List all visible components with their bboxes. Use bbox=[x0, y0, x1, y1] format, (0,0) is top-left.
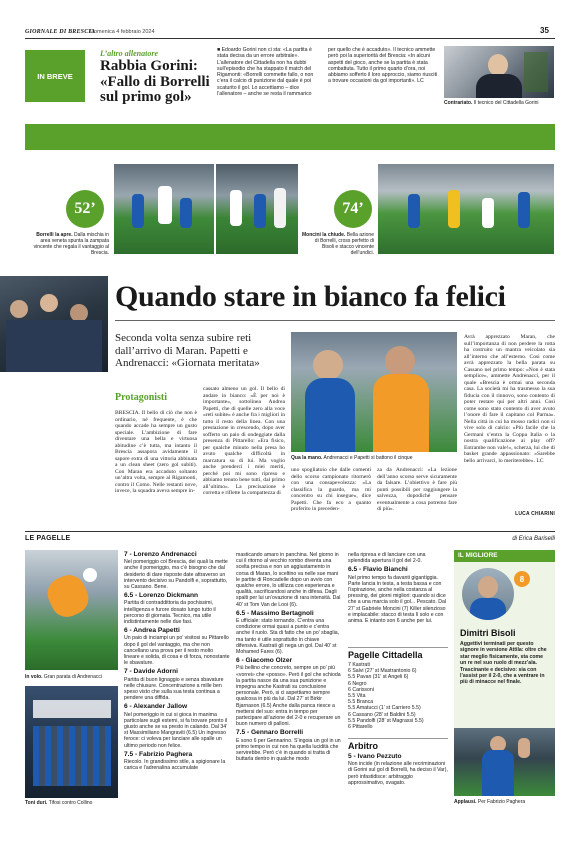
moment-74-badge: 74’ bbox=[334, 190, 372, 228]
brief-headline: Rabbia Gorini: «Fallo di Borrelli sul primo gol» bbox=[100, 58, 210, 105]
paghera-caption: Applausi. Per Fabrizio Paghera bbox=[454, 799, 526, 805]
save-photo bbox=[25, 550, 118, 670]
save-caption: In volo. Gran parata di Andrenacci bbox=[25, 674, 102, 680]
player-name: 7 - Davide Adorni bbox=[124, 668, 178, 676]
player-text: Nel primo tempo fa davanti gigantiggia. Parte lancia in testa, a testa bassa e con l’ispirazione, anche nella costanza al pressing, dei giorni migliori: quando si dice che a una marcia solo il gol... Pescato. Dal 27’ st Gabriele Moncini (7) Killer silenzioso e implacabile: stacco di testa lì solo e con anima. E intanto son 6 anche per lui. bbox=[348, 574, 447, 625]
article-standfirst: Seconda volta senza subire reti dall’arrivo di Maran. Papetti e Andrenacci: «Giornata meritata» bbox=[115, 332, 260, 369]
section-band bbox=[25, 124, 555, 150]
best-name: Dimitri Bisoli bbox=[460, 628, 516, 638]
player-name: 7.5 - Gennaro Borrelli bbox=[236, 729, 304, 737]
fans-photo bbox=[25, 686, 118, 798]
article-photo-caption: Qua la mano. Andrenacci e Papetti si battono il cinque bbox=[291, 455, 413, 461]
player-name: 7.5 - Fabrizio Paghera bbox=[124, 750, 193, 758]
player-name: 6 - Alexander Jallow bbox=[124, 703, 188, 711]
cittadella-row: 5.5 Branca bbox=[348, 699, 374, 706]
brief-kicker: L’altro allenatore bbox=[100, 49, 158, 58]
article-col3: uno spogliatoio che dalle comenti dello scorso campionato ritornerò con una consapevolezza: «La classifica la guardo, ma mi concentro su chi insegue», dice Papetti. Che fa eco a quanto proferito in preceden- bbox=[291, 467, 371, 512]
player-text: Un paio di inciampi un po’ visitosi su Pittarello dopo il gol del vantaggio, ma che non cancellano una prova per il resto molto lineare e solida, di cosa e di forza, nonostante le sbavature. bbox=[124, 635, 230, 667]
cittadella-row: 7 Kastrati bbox=[348, 662, 370, 668]
article-photo bbox=[291, 332, 457, 452]
article-col4: za da Andrenacci: «La lezione dell’anno scorso serve sicuramente da falsare. L’obiettivo è fare più punti possibili per raggiungere la salvezza, dopodiché pensare eventualmente a cosa potremo fare di più». bbox=[377, 467, 457, 512]
arbitro-block bbox=[348, 754, 448, 786]
player-name: 6.5 - Massimo Bertagnoli bbox=[236, 609, 314, 617]
best-rating: 8 bbox=[514, 571, 530, 587]
article-section: Protagonisti bbox=[115, 392, 168, 403]
best-text: Aggettivi terminati per questo signore in versione Attila: oltre che star meglio fisicamente, sta come un re nel suo ruolo di mezz’ala. Trascinante e decisivo: sia con l’assist per il 2-0, che a ventrare in più di minacce nel finale. bbox=[460, 641, 547, 686]
player-text: masticando amaro in panchina. Nel giorno in cui il ritorno al vecchio rombo diventa una scelta precisa e non un aggiustamento in corsa di Maran, lo sceltino va nelle sue mani le partite di Roncadelle dopo un avvio con qualche errore, lo utilizza con esperienza e qualità, sacrificandosi anche in difesa. Dagli spalti per lui un’ovazione di rara intensità. Dal 40’ st Tom Van de Looi (6). bbox=[236, 552, 341, 608]
brief-col2: per quello che è accaduto». Il tecnico ammette però poi la superiorità del Brescia: «In alcuni aspetti del gioco, anche se la partita è stata combattuta. Tutto il primo quarto d’ora, noi abbiamo sofferto il loro approccio, siamo riusciti a trovare occasioni da gol importanti». LC bbox=[328, 47, 438, 85]
pagelle-col2 bbox=[236, 552, 342, 763]
masthead: GIORNALE DI BRESCIA bbox=[25, 29, 96, 35]
player-name: 6 - Giacomo Olzer bbox=[236, 657, 293, 665]
player-text: Partita di contraddittoria da pochissimi, intelligenza e furore dosato lungo tutto il percorso di giornata. Tecnico, ma utile indistintamente nelle due fasi. bbox=[124, 600, 216, 626]
pagelle-col1 bbox=[124, 552, 230, 772]
article-col1: BRESCIA. Il bello di ciò che non è ordinario, né frequente, è che quando accade ha sempre un gusto speciale. L’ambizione di fare diventare una bella e virtuosa abitudine c’è tutta, ma intanto il Brescia assapora avidamente il sapore extra di una vittoria abbinata a un clean sheet (zero gol subiti). Con Maran era accaduto soltanto un’altra volta, sempre al Rigamonti, contro il Como. Nelle restanti nove, invece, la squadra aveva sempre in- bbox=[115, 410, 197, 494]
goal-52-photo-2 bbox=[216, 164, 298, 254]
player-name: 7 - Lorenzo Andrenacci bbox=[124, 551, 197, 558]
goal-52-photo-1 bbox=[114, 164, 214, 254]
arbitro-name: 5 - Ivano Pezzuto bbox=[348, 753, 402, 760]
gorini-caption: Contrariato. Il tecnico del Cittadella Gorini bbox=[444, 100, 539, 106]
player-text: Partita di buon lignaggio e senza sbavature nelle chiusure. Concentrazione a mille ben speso visto che sulla sua testa continua a pendere una diffida. bbox=[124, 676, 224, 702]
article-headline: Quando stare in bianco fa felici bbox=[115, 280, 506, 313]
moment-52-text: Borrelli la apre. Dalla mischia in area veneta spunta la zampata vincente che regala il vantaggio al Brescia. bbox=[33, 232, 109, 256]
cittadella-list bbox=[348, 662, 448, 730]
paghera-photo bbox=[454, 728, 555, 796]
goal-74-photo bbox=[378, 164, 554, 254]
brief-col1: ■ Edoardo Gorini non ci sta: «La partita è stata decisa da un errore arbitrale». L’allenatore del Cittadella non ha dubbi sull’episodio che ha stappato il match del Rigamonti: «Borrelli commette fallo, o non c’era il calcio di punizione dal quale è poi scaturito il gol. Lo accettiamo – dice l’allenatore – anche se resta il rammarico bbox=[217, 47, 314, 98]
moment-52-badge: 52’ bbox=[66, 190, 104, 228]
moment-74-text: Moncini la chiude. Bella azione di Borrelli, cross perfetto di Bisoli e stacco vincente dell’undici. bbox=[302, 232, 374, 256]
cittadella-title: Pagelle Cittadella bbox=[348, 647, 448, 660]
player-text: E sono 6 per Gennarino. S’ingoia un gol in un primo tempo in cui non ha quella lucidità che servirebbe. Però c’è in quando si tratta di buttarla dentro in qualche modo bbox=[236, 737, 341, 763]
cittadella-row: 6 Negro bbox=[348, 680, 367, 687]
fans-caption: Toni duri. Tifosi contro Collino bbox=[25, 800, 93, 806]
brief-tag: IN BREVE bbox=[25, 50, 85, 102]
cittadella-row: 5.5 Pavan (31’ st Angeli 6) bbox=[348, 674, 409, 681]
gorini-photo bbox=[444, 46, 554, 98]
cittadella-row: 5.5 Vita bbox=[348, 693, 366, 700]
article-author: LUCA CHIARINI bbox=[515, 511, 555, 517]
issue-date: Domenica 4 febbraio 2024 bbox=[90, 29, 155, 35]
pagelle-byline: di Erica Bariselli bbox=[512, 536, 555, 542]
cittadella-row: 6 Cassano (28’ st Baldini 5.5) bbox=[348, 711, 416, 718]
player-text: Più bellino che concreto, sempre un po’ più «vorrei» che «posso». Però il gol che schioda la partita nasce da una sua punizione e impegna anche Kastrati su conclusione personale. Però, si ci aspettiamo sempre qualcosa in più da lui. Dal 27’ st Birkir Bjarnason (6.5) Anche dalla panca riesce a mettersi del suo: entra in tempo per partecipare all’azione del 2-0 e recuperare un buon numero di palloni. bbox=[236, 665, 341, 728]
player-name: 6 - Andrea Papetti bbox=[124, 627, 180, 635]
cittadella-row: 5.5 Pandolfi (28’ st Magrassi 5.5) bbox=[348, 717, 424, 724]
cittadella-row: 5.5 Amatucci (1’ st Carriero 5.5) bbox=[348, 705, 421, 712]
player-text: Riecolo. In grandissimo stile, a spigionare la carica e l’adrenalina accumulate bbox=[124, 759, 226, 772]
arbitro-text: Non incide (in relazione alle recriminazioni di Gorini sul gol di Borrelli, ha deciso il Var), però infastidisce: arbitraggio approssimativo, svagato. bbox=[348, 761, 448, 786]
cittadella-row: 6 Salvi (27’ st Mastrantonio 6) bbox=[348, 668, 417, 675]
pagelle-section: LE PAGELLE bbox=[25, 535, 71, 542]
bisoli-photo bbox=[462, 568, 514, 620]
player-text: Nel pomeriggio col Brescia, dei quali la mette anche il pomeriggio, ma c’è bisogno che dal desiderio di dare risposte date attraverso un intervento decisivo su Pandolfi e, soprattutto, su Cassano. Bene. bbox=[124, 559, 228, 591]
cittadella-row: 6 Carissoni bbox=[348, 686, 374, 693]
player-text: Nel pomeriggio in cui si gioca in manima particolare sugli esterni, si fa trovare pronto il giusto anche se va presto in calando. Dal 34’ st Massimiliano Mangraviti (6.5) Un ingresso feroce: ci voleva per lanciare alle spalle un ultimo periodo non felice. bbox=[124, 711, 228, 749]
page-number: 35 bbox=[540, 26, 549, 35]
article-col2: cassato almeno un gol. Il bello di andare in bianco: «È per noi è importante», sottolinea Andrea Papetti, che di quelle zero alla voce «reti subite» è anche fra i migliori in tutto il resto della linea. Con una prestazione in crescendo, dopo aver sofferto un paio di ondeggiate dalla presenza di Pittarello: «Era fisico, per qualche minuto nella presa ho avuto qualche difficoltà in marcatura su di lui. Ma voglio anche prenderci i miei meriti, perché poi mi sono ripreso e abbiamo tenuto bene tutti, dal primo all’ultimo». La precisazione è corretta e riflette la compattezza di bbox=[203, 386, 285, 496]
crowd-photo bbox=[0, 276, 108, 372]
article-col5: Avrà apprezzato Maran, che sull’importanza di non perdere la rotta ha costruito un mantra veicolato sia all’interno che all’esterno. Così come avrà apprezzato la bella parata su Cassano nel primo tempo: «Non è stata semplice», ammette Andrenacci, per il quale «Brescia è ormai una seconda casa. La società mi ha trasmesso la sua fiducia con il rinnovo, sono contento di poter restare qui per altri anni. Così come sono stato contento di aver avuto l’onore di fare il capitano col Parma». Nella città in cui ha mosso radici non si vive solo di calcio: «Più facile che la Germani s’entra la Coppa Italia o la nostra qualificazione ai play off? Entrambe non vale!», scherza, lui che di basket grande appassionato: «Sarebbe bello arrivarci, lo meriterebbe». LC bbox=[464, 334, 555, 464]
player-text: nella ripresa e di lanciare con una splendida apertura il gol del 2-0. bbox=[348, 552, 426, 565]
pagelle-col3 bbox=[348, 552, 448, 624]
player-name: 6.5 - Flavio Bianchi bbox=[348, 566, 408, 574]
player-text: E ufficiale: stato tornando. C’entra una condizione ormai quasi a punto e c’entra anche il ruolo. Sta di fatto che un po’ sbaglia, ma tanto è utile soprattutto in chiave difensiva. Kastrati gli nega un gol. Dal 40’ st Mohamed Fares (6). bbox=[236, 618, 340, 656]
arbitro-title: Arbitro bbox=[348, 738, 448, 751]
player-name: 6.5 - Lorenzo Dickmann bbox=[124, 592, 199, 600]
cittadella-row: 6 Pittarello bbox=[348, 724, 373, 731]
best-tag: IL MIGLIORE bbox=[454, 550, 555, 562]
